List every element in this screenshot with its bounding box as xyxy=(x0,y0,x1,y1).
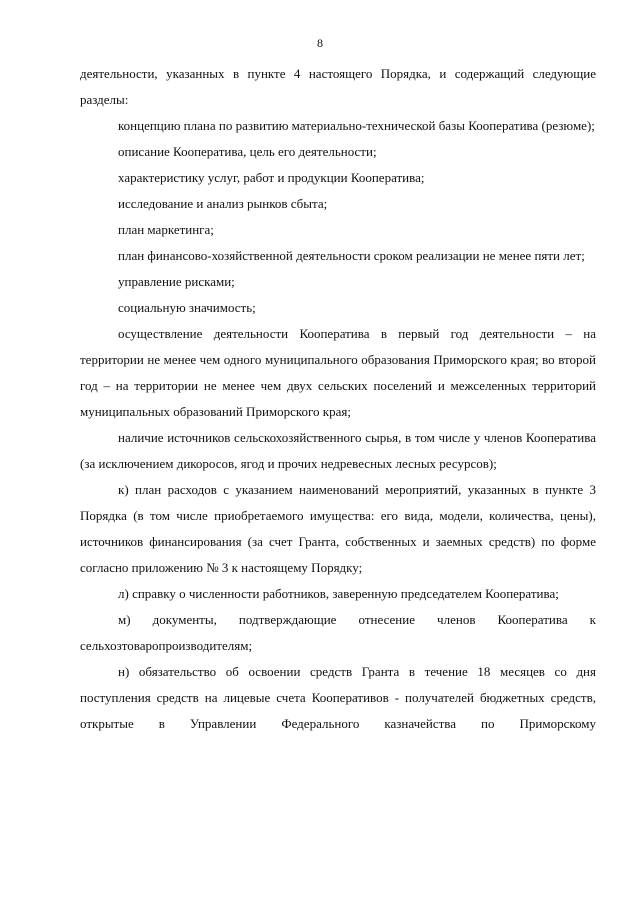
paragraph-item-k: к) план расходов с указанием наименований мероприятий, указанных в пункте 3 Порядка (в том числе приобретаемого имущества: его вида, модели, количества, цены), источников финансирования (за счет Гранта, собственных и заемных средств) по форме согласно приложению № 3 к настоящему Порядку; xyxy=(80,482,596,575)
paragraph-raw-materials: наличие источников сельскохозяйственного сырья, в том числе у членов Кооператива (за исключением дикоросов, ягод и прочих недревесных лесных ресурсов); xyxy=(80,430,596,471)
paragraph-item-n: н) обязательство об освоении средств Гранта в течение 18 месяцев со дня поступления средств на лицевые счета Кооперативов - получателей бюджетных средств, открытые в Управлении Федерального казначейства по Приморскому xyxy=(80,664,596,731)
page-content xyxy=(80,61,596,737)
paragraph-territory: осуществление деятельности Кооператива в первый год деятельности – на территории не менее чем одного муниципального образования Приморского края; во второй год – на территории не менее чем двух сельских поселений и межселенных территорий муниципальных образований Приморского края; xyxy=(80,326,596,419)
paragraph-item-m: м) документы, подтверждающие отнесение членов Кооператива к сельхозтоваропроизводителям; xyxy=(80,612,596,653)
paragraph-services: характеристику услуг, работ и продукции Кооператива; xyxy=(118,170,425,185)
paragraph-financial-plan: план финансово-хозяйственной деятельности сроком реализации не менее пяти лет; xyxy=(118,248,585,263)
paragraph-description: описание Кооператива, цель его деятельности; xyxy=(118,144,377,159)
paragraph-social-significance: социальную значимость; xyxy=(118,300,256,315)
paragraph-market-research: исследование и анализ рынков сбыта; xyxy=(118,196,328,211)
paragraph-marketing-plan: план маркетинга; xyxy=(118,222,214,237)
page-number: 8 xyxy=(317,36,323,50)
paragraph-concept: концепцию плана по развитию материально-технической базы Кооператива (резюме); xyxy=(118,118,595,133)
paragraph-item-l: л) справку о численности работников, заверенную председателем Кооператива; xyxy=(118,586,559,601)
paragraph-sections-intro: деятельности, указанных в пункте 4 настоящего Порядка, и содержащий следующие разделы: xyxy=(80,66,596,107)
paragraph-risk-management: управление рисками; xyxy=(118,274,235,289)
